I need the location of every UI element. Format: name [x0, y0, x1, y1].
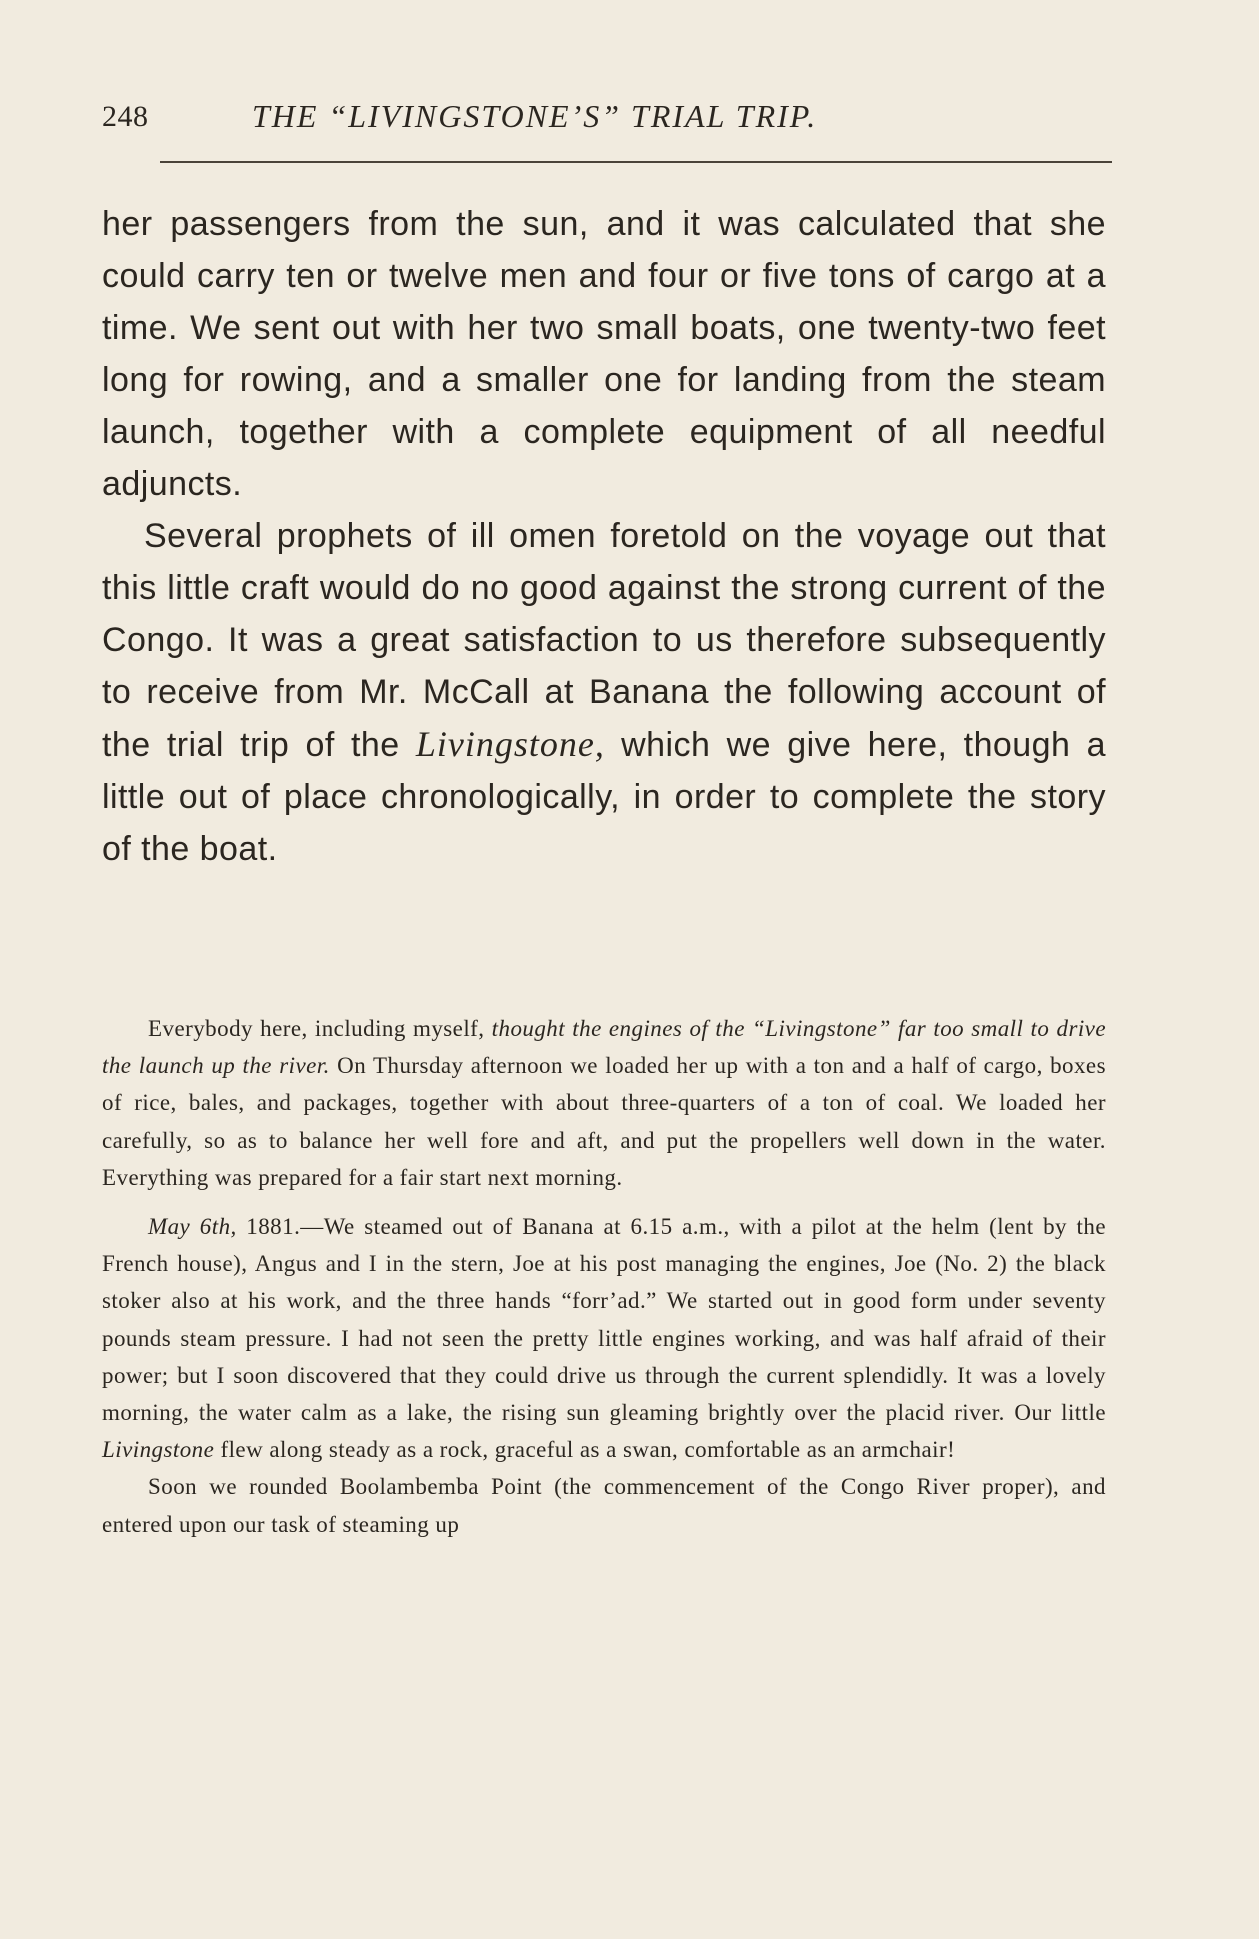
quoted-letter	[102, 1010, 1106, 1543]
ship-name: Livingstone	[102, 1437, 215, 1463]
paragraph: her passengers from the sun, and it was calculated that she could carry ten or twelve men and four or five tons of cargo at a time. We sent out with her two small boats, one twenty-two feet long for rowing, and a smaller one for landing from the steam launch, together with a complete equipment of all needful adjuncts.	[102, 205, 1106, 503]
quote-paragraph: Soon we rounded Boolambemba Point (the commencement of the Congo River proper), and entered upon our task of steaming up	[102, 1474, 1106, 1537]
running-head: THE “LIVINGSTONE’S” TRIAL TRIP.	[252, 98, 818, 134]
paragraph: Several prophets of ill omen foretold on the voyage out that this little craft would do no good against the strong current of the Congo. It was a great satisfaction to us therefore subsequently to receive from Mr. McCall at Banana the following account of the trial trip of the Livingstone, which we give here, though a little out of place chronologically, in order to complete the story of the boat.	[102, 517, 1106, 868]
main-text	[102, 198, 1106, 875]
page-number: 248	[102, 100, 149, 133]
page-header	[102, 92, 1112, 142]
header-rule	[160, 161, 1112, 163]
ship-name: Livingstone,	[415, 724, 605, 764]
quote-paragraph: May 6th, 1881.—We steamed out of Banana at 6.15 a.m., with a pilot at the helm (lent by the French house), Angus and I in the stern, Joe at his post managing the engines, Joe (No. 2) the black stoker also at his work, and the three hands “forr’ad.” We started out in good form under seventy pounds steam pressure. I had not seen the pretty little engines working, and was half afraid of their power; but I soon discovered that they could drive us through the current splendidly. It was a lovely morning, the water calm as a lake, the rising sun gleaming brightly over the placid river. Our little Livingstone flew along steady as a rock, graceful as a swan, comfortable as an armchair!	[102, 1214, 1106, 1463]
quote-paragraph: Everybody here, including myself, thought the engines of the “Livingstone” far too small to drive the launch up the river. On Thursday afternoon we loaded her up with a ton and a half of cargo, boxes of rice, bales, and packages, together with about three-quarters of a ton of coal. We loaded her carefully, so as to balance her well fore and aft, and put the propellers well down in the water. Everything was prepared for a fair start next morning.	[102, 1016, 1107, 1190]
date: May 6th,	[148, 1214, 237, 1240]
